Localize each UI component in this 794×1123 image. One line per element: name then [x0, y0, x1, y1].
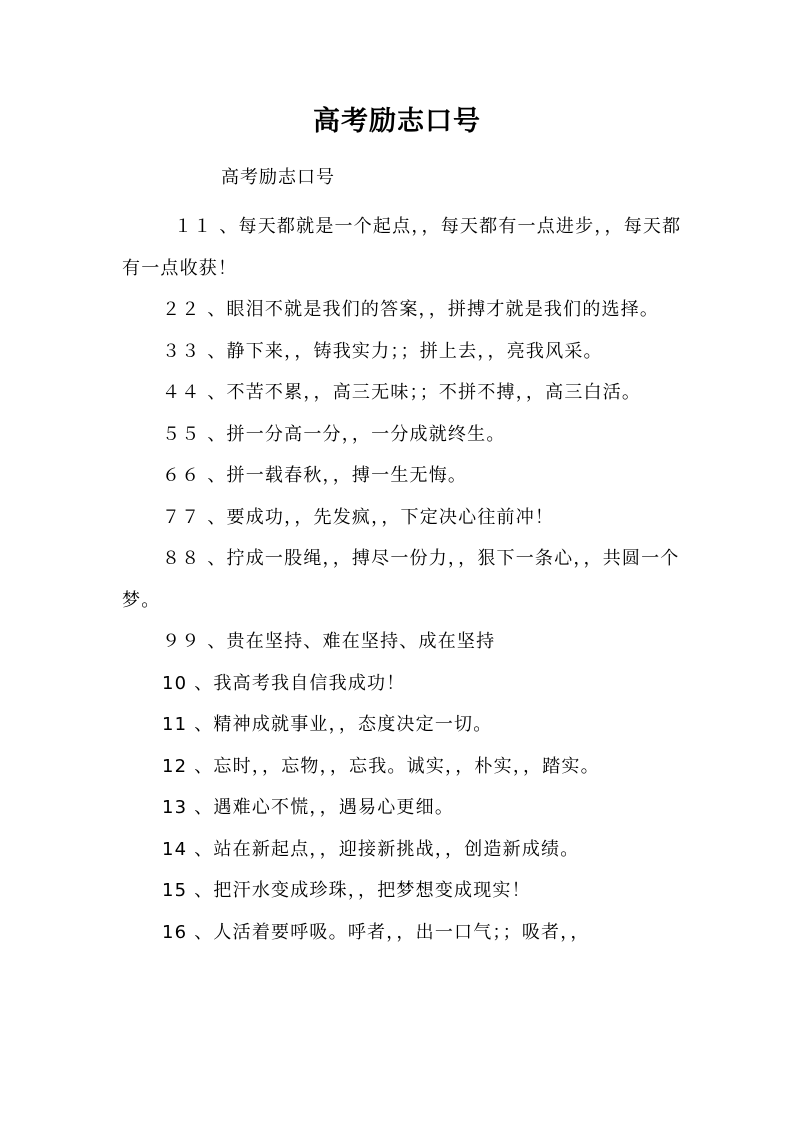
- slogan-item: ７７ 、要成功，，先发疯，，下定决心往前冲！: [162, 506, 555, 528]
- slogan-item: ２２ 、眼泪不就是我们的答案，，拼搏才就是我们的选择。: [162, 299, 660, 320]
- slogan-item: ５５ 、拼一分高一分，，一分成就终生。: [162, 423, 506, 445]
- slogan-item: 11 、精神成就事业，，态度决定一切。: [162, 714, 493, 735]
- document-subtitle: 高考励志口号: [221, 167, 335, 188]
- slogan-list: [122, 206, 686, 953]
- slogan-item: ８８ 、拧成一股绳，，搏尽一份力，，狠下一条心，，共圆一个梦。: [122, 548, 680, 611]
- slogan-item: ３３ 、静下来，，铸我实力；；拼上去，，亮我风采。: [162, 340, 603, 362]
- slogan-item: ９９ 、贵在坚持、难在坚持、成在坚持: [162, 631, 496, 652]
- slogan-item: 16 、人活着要呼吸。呼者，，出一口气；；吸者，，: [162, 921, 590, 943]
- slogan-item: １１ 、每天都就是一个起点，，每天都有一点进步，，每天都有一点收获！: [122, 216, 682, 279]
- slogan-item: 12 、忘时，，忘物，，忘我。诚实，，朴实，，踏实。: [162, 755, 600, 777]
- slogan-item: 14 、站在新起点，，迎接新挑战，，创造新成绩。: [162, 838, 580, 860]
- slogan-item: 15 、把汗水变成珍珠，，把梦想变成现实！: [162, 880, 531, 901]
- document-title: 高考励志口号: [313, 106, 481, 137]
- slogan-item: 10 、我高考我自信我成功！: [162, 672, 406, 694]
- slogan-item: ４４ 、不苦不累，，高三无味；；不拼不搏，，高三白活。: [162, 382, 642, 403]
- slogan-item: ６６ 、拼一载春秋，，搏一生无悔。: [162, 465, 468, 486]
- slogan-item: 13 、遇难心不慌，，遇易心更细。: [162, 797, 455, 818]
